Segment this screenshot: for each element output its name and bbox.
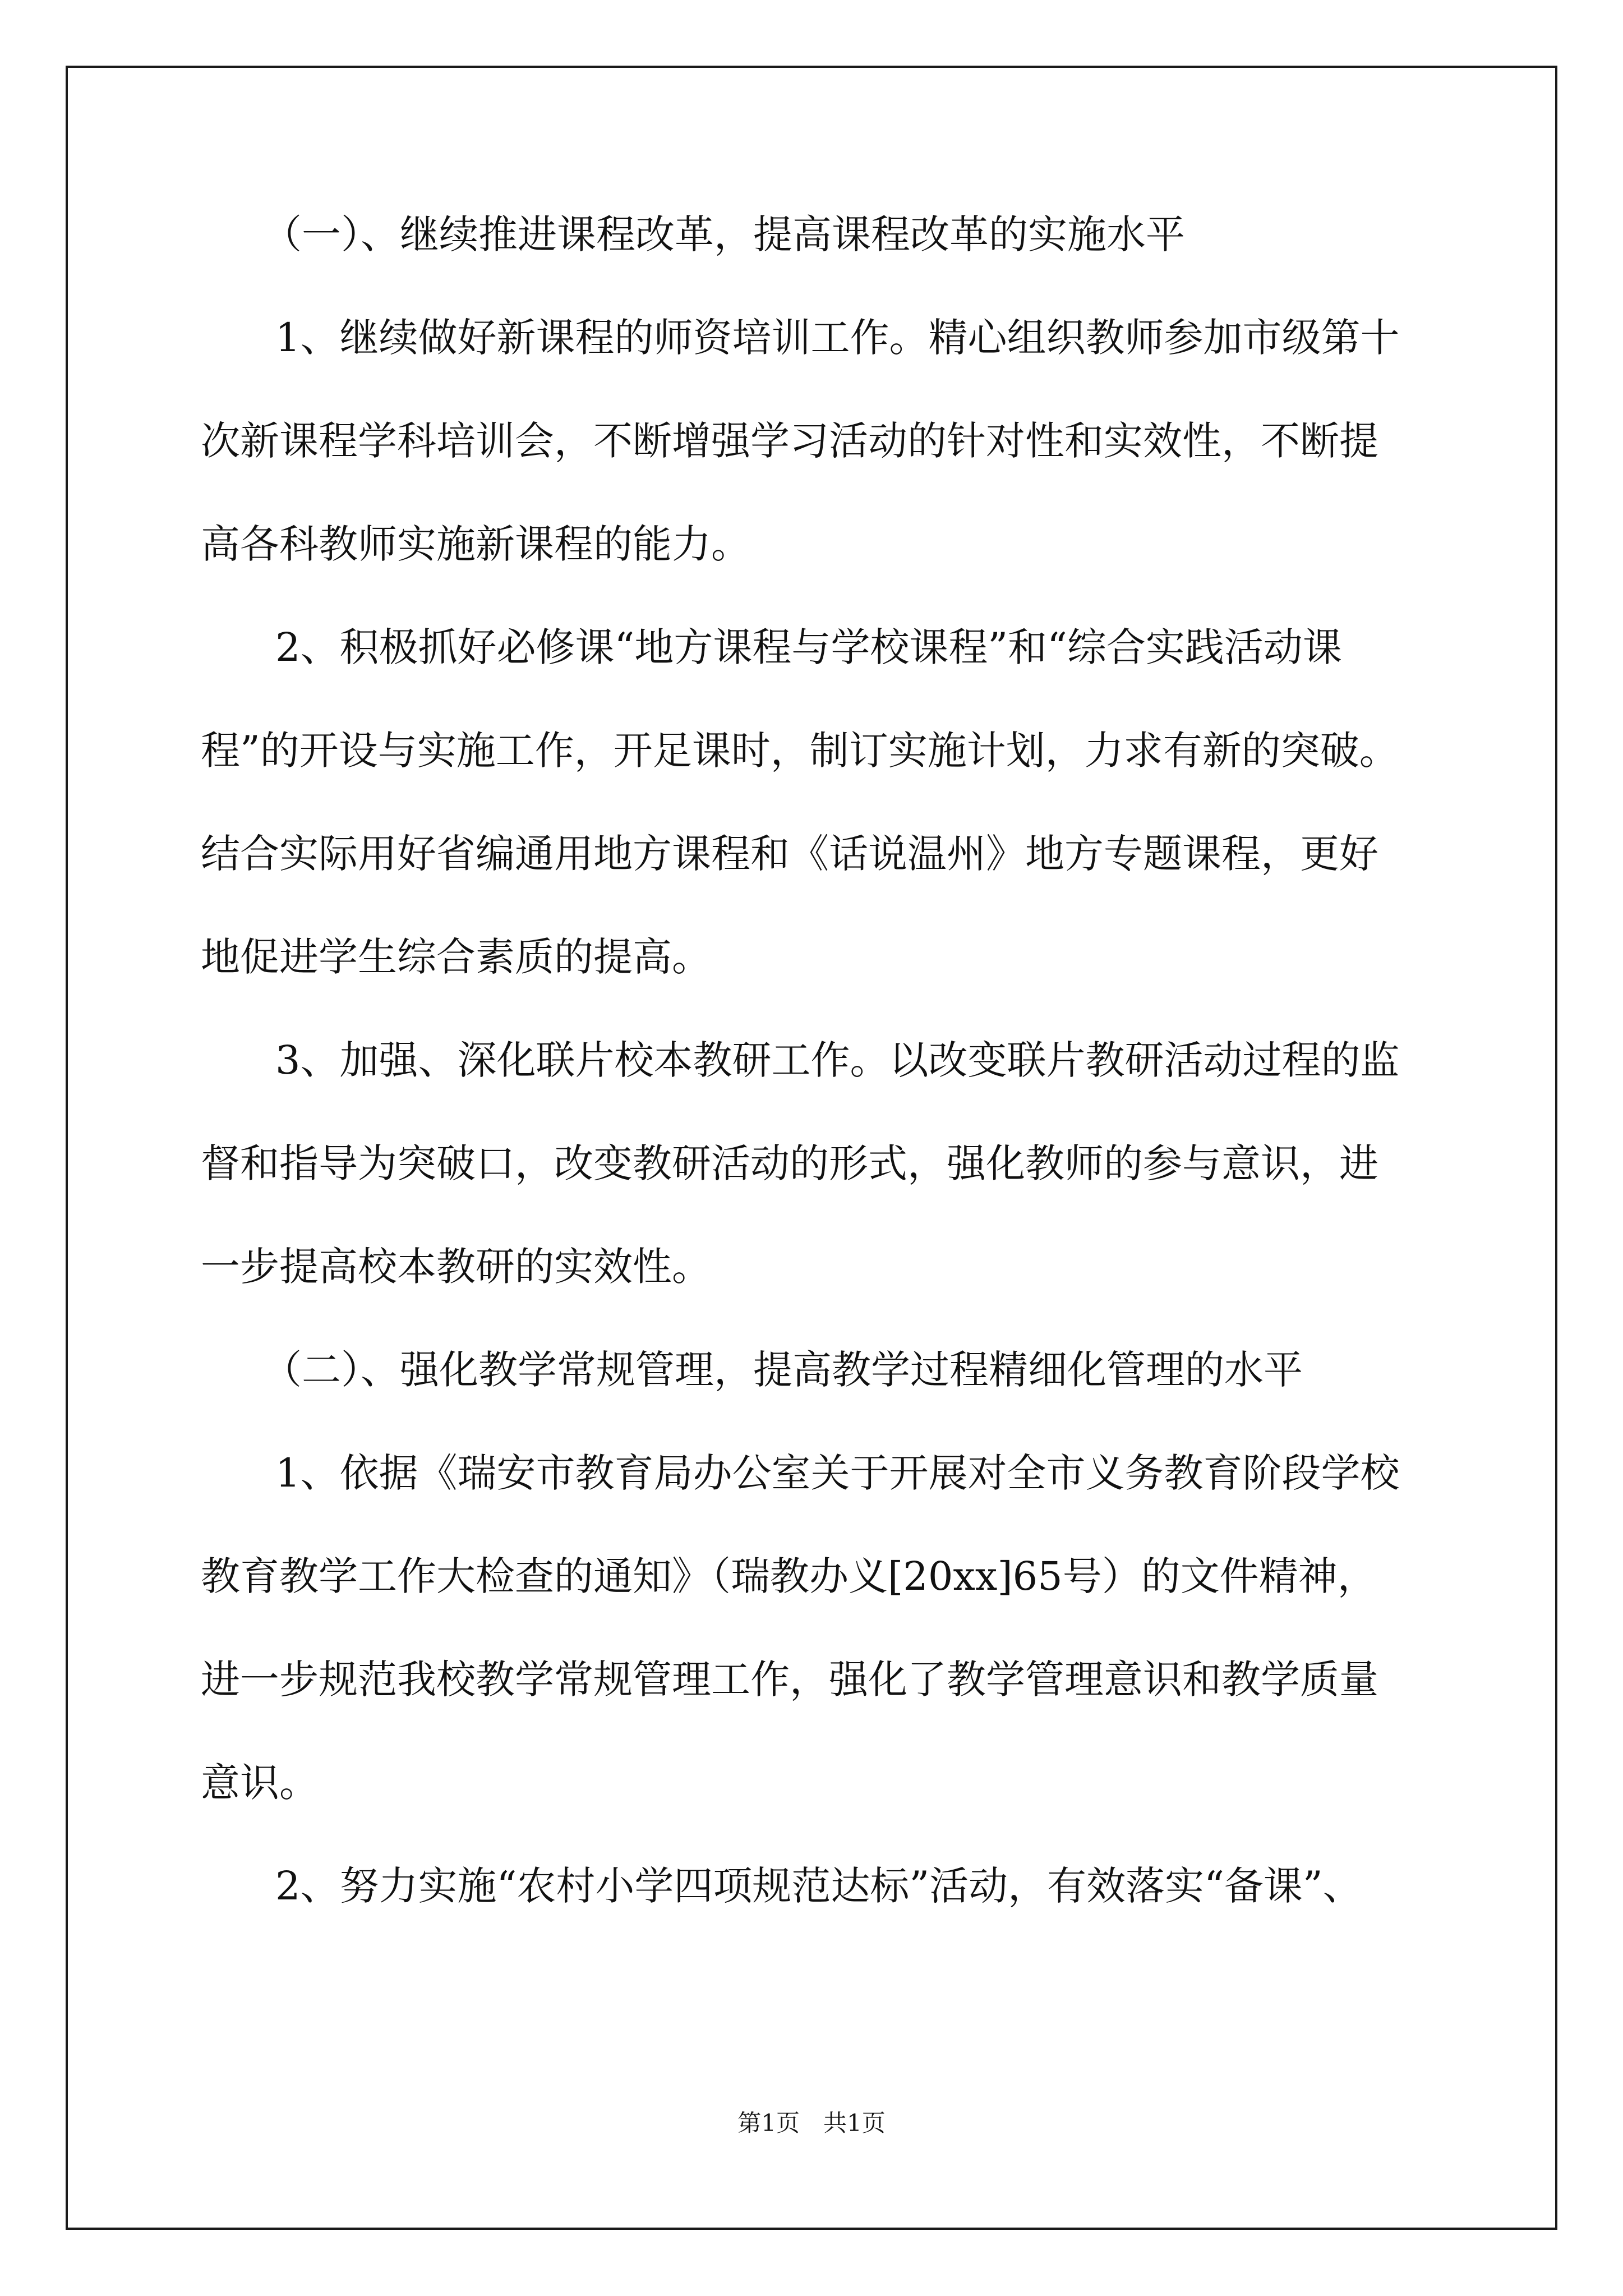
- paragraph-line: 结合实际用好省编通用地方课程和《话说温州》地方专题课程，更好: [201, 831, 1378, 877]
- section-heading-1: （一）、继续推进课程改革，提高课程改革的实施水平: [262, 211, 1185, 257]
- paragraph-line: 2、努力实施“农村小学四项规范达标”活动，有效落实“备课”、: [275, 1863, 1362, 1909]
- section-heading-2: （二）、强化教学常规管理，提高教学过程精细化管理的水平: [262, 1347, 1303, 1393]
- page-number-footer: 第1页 共1页: [737, 2109, 886, 2137]
- paragraph-line: 高各科教师实施新课程的能力。: [201, 521, 750, 567]
- paragraph-line: 地促进学生综合素质的提高。: [201, 934, 711, 980]
- paragraph-line: 进一步规范我校教学常规管理工作，强化了教学管理意识和教学质量: [201, 1657, 1378, 1703]
- paragraph-line: 3、加强、深化联片校本教研工作。以改变联片教研活动过程的监: [275, 1037, 1400, 1083]
- paragraph-line: 程”的开设与实施工作，开足课时，制订实施计划，力求有新的突破。: [201, 728, 1399, 774]
- paragraph-line: 1、继续做好新课程的师资培训工作。精心组织教师参加市级第十: [275, 315, 1400, 361]
- paragraph-line: 督和指导为突破口，改变教研活动的形式，强化教师的参与意识，进: [201, 1140, 1378, 1186]
- paragraph-line: 次新课程学科培训会，不断增强学习活动的针对性和实效性，不断提: [201, 418, 1378, 464]
- paragraph-line: 一步提高校本教研的实效性。: [201, 1244, 711, 1290]
- paragraph-line: 意识。: [201, 1760, 319, 1806]
- paragraph-line: 教育教学工作大检查的通知》（瑞教办义[20xx]65号）的文件精神，: [201, 1553, 1377, 1599]
- paragraph-line: 1、依据《瑞安市教育局办公室关于开展对全市义务教育阶段学校: [275, 1450, 1400, 1496]
- paragraph-line: 2、积极抓好必修课“地方课程与学校课程”和“综合实践活动课: [275, 624, 1342, 670]
